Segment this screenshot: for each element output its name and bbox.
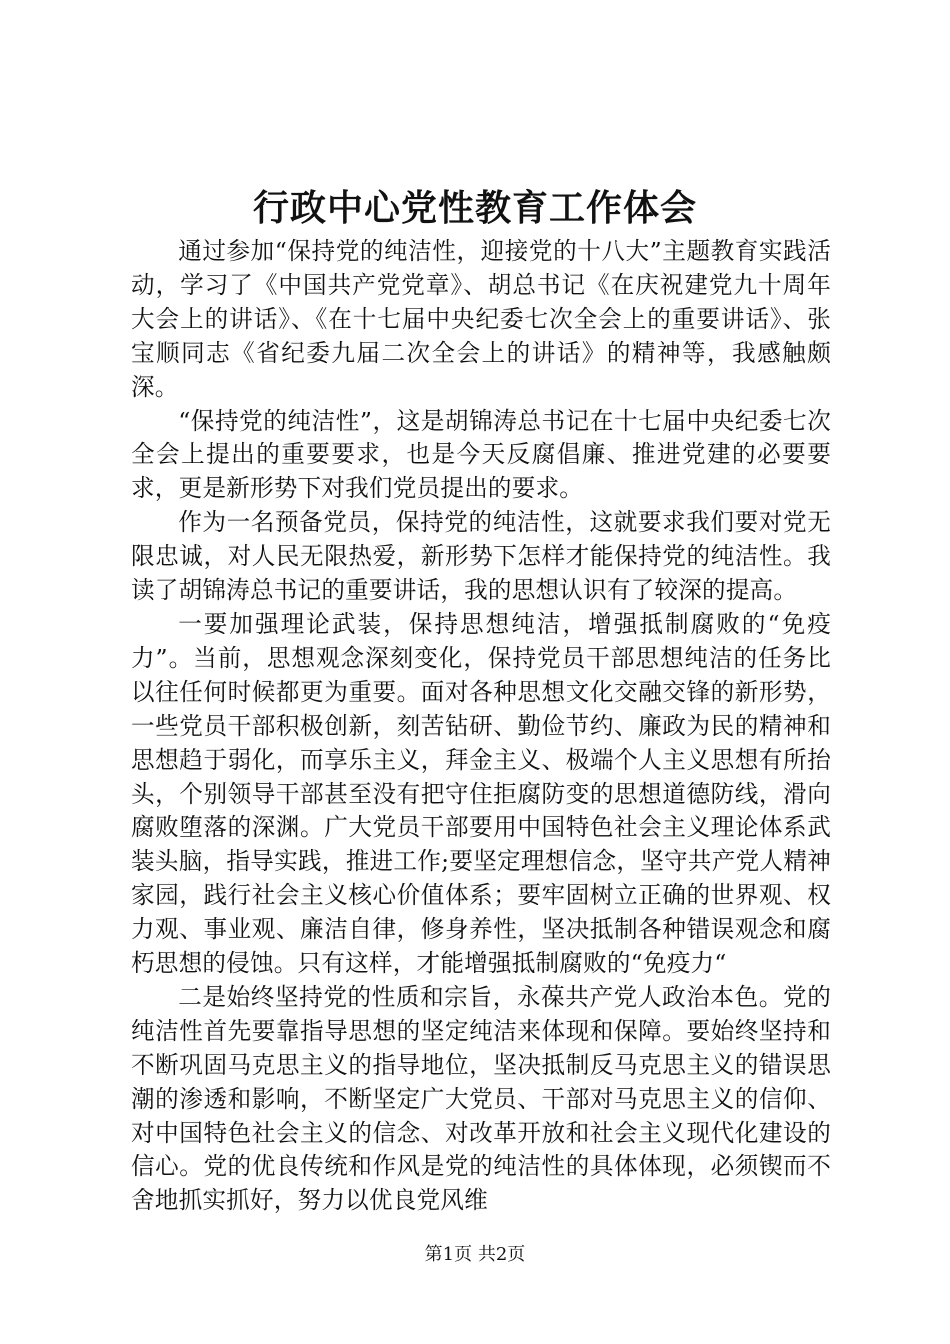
paragraph-4: 一要加强理论武装，保持思想纯洁，增强抵制腐败的“免疫力”。当前，思想观念深刻变化，保持党员干部思想纯洁的任务比以往任何时候都更为重要。面对各种思想文化交融交锋的新形势，一些党员干部积极创新，刻苦钻研、勤俭节约、廉政为民的精神和思想趋于弱化，而享乐主义，拜金主义、极端个人主义思想有所抬头，个别领导干部甚至没有把守住拒腐防变的思想道德防线，滑向腐败堕落的深渊。广大党员干部要用中国特色社会主义理论体系武装头脑，指导实践，推进工作;要坚定理想信念，坚守共产党人精神家园，践行社会主义核心价值体系；要牢固树立正确的世界观、权力观、事业观、廉洁自律，修身养性，坚决抵制各种错误观念和腐朽思想的侵蚀。只有这样，才能增强抵制腐败的“免疫力“ bbox=[131, 609, 831, 978]
paragraph-3: 作为一名预备党员，保持党的纯洁性，这就要求我们要对党无限忠诚，对人民无限热爱，新形势下怎样才能保持党的纯洁性。我读了胡锦涛总书记的重要讲话，我的思想认识有了较深的提高。 bbox=[131, 508, 831, 605]
document-body bbox=[131, 235, 831, 1218]
paragraph-5: 二是始终坚持党的性质和宗旨，永葆共产党人政治本色。党的纯洁性首先要靠指导思想的坚定纯洁来体现和保障。要始终坚持和不断巩固马克思主义的指导地位，坚决抵制反马克思主义的错误思潮的渗透和影响，不断坚定广大党员、干部对马克思主义的信仰、对中国特色社会主义的信念、对改革开放和社会主义现代化建设的信心。党的优良传统和作风是党的纯洁性的具体体现，必须锲而不舍地抓实抓好，努力以优良党风维 bbox=[131, 982, 831, 1215]
document-title: 行政中心党性教育工作体会 bbox=[252, 187, 697, 229]
page-number-footer: 第1页 共2页 bbox=[424, 1244, 526, 1265]
paragraph-2: “保持党的纯洁性”，这是胡锦涛总书记在十七届中央纪委七次全会上提出的重要要求，也是今天反腐倡廉、推进党建的必要要求，更是新形势下对我们党员提出的要求。 bbox=[131, 406, 831, 503]
paragraph-1: 通过参加“保持党的纯洁性，迎接党的十八大”主题教育实践活动，学习了《中国共产党党章》、胡总书记《在庆祝建党九十周年大会上的讲话》、《在十七届中央纪委七次全会上的重要讲话》、张宝顺同志《省纪委九届二次全会上的讲话》的精神等，我感触颇深。 bbox=[131, 237, 831, 401]
